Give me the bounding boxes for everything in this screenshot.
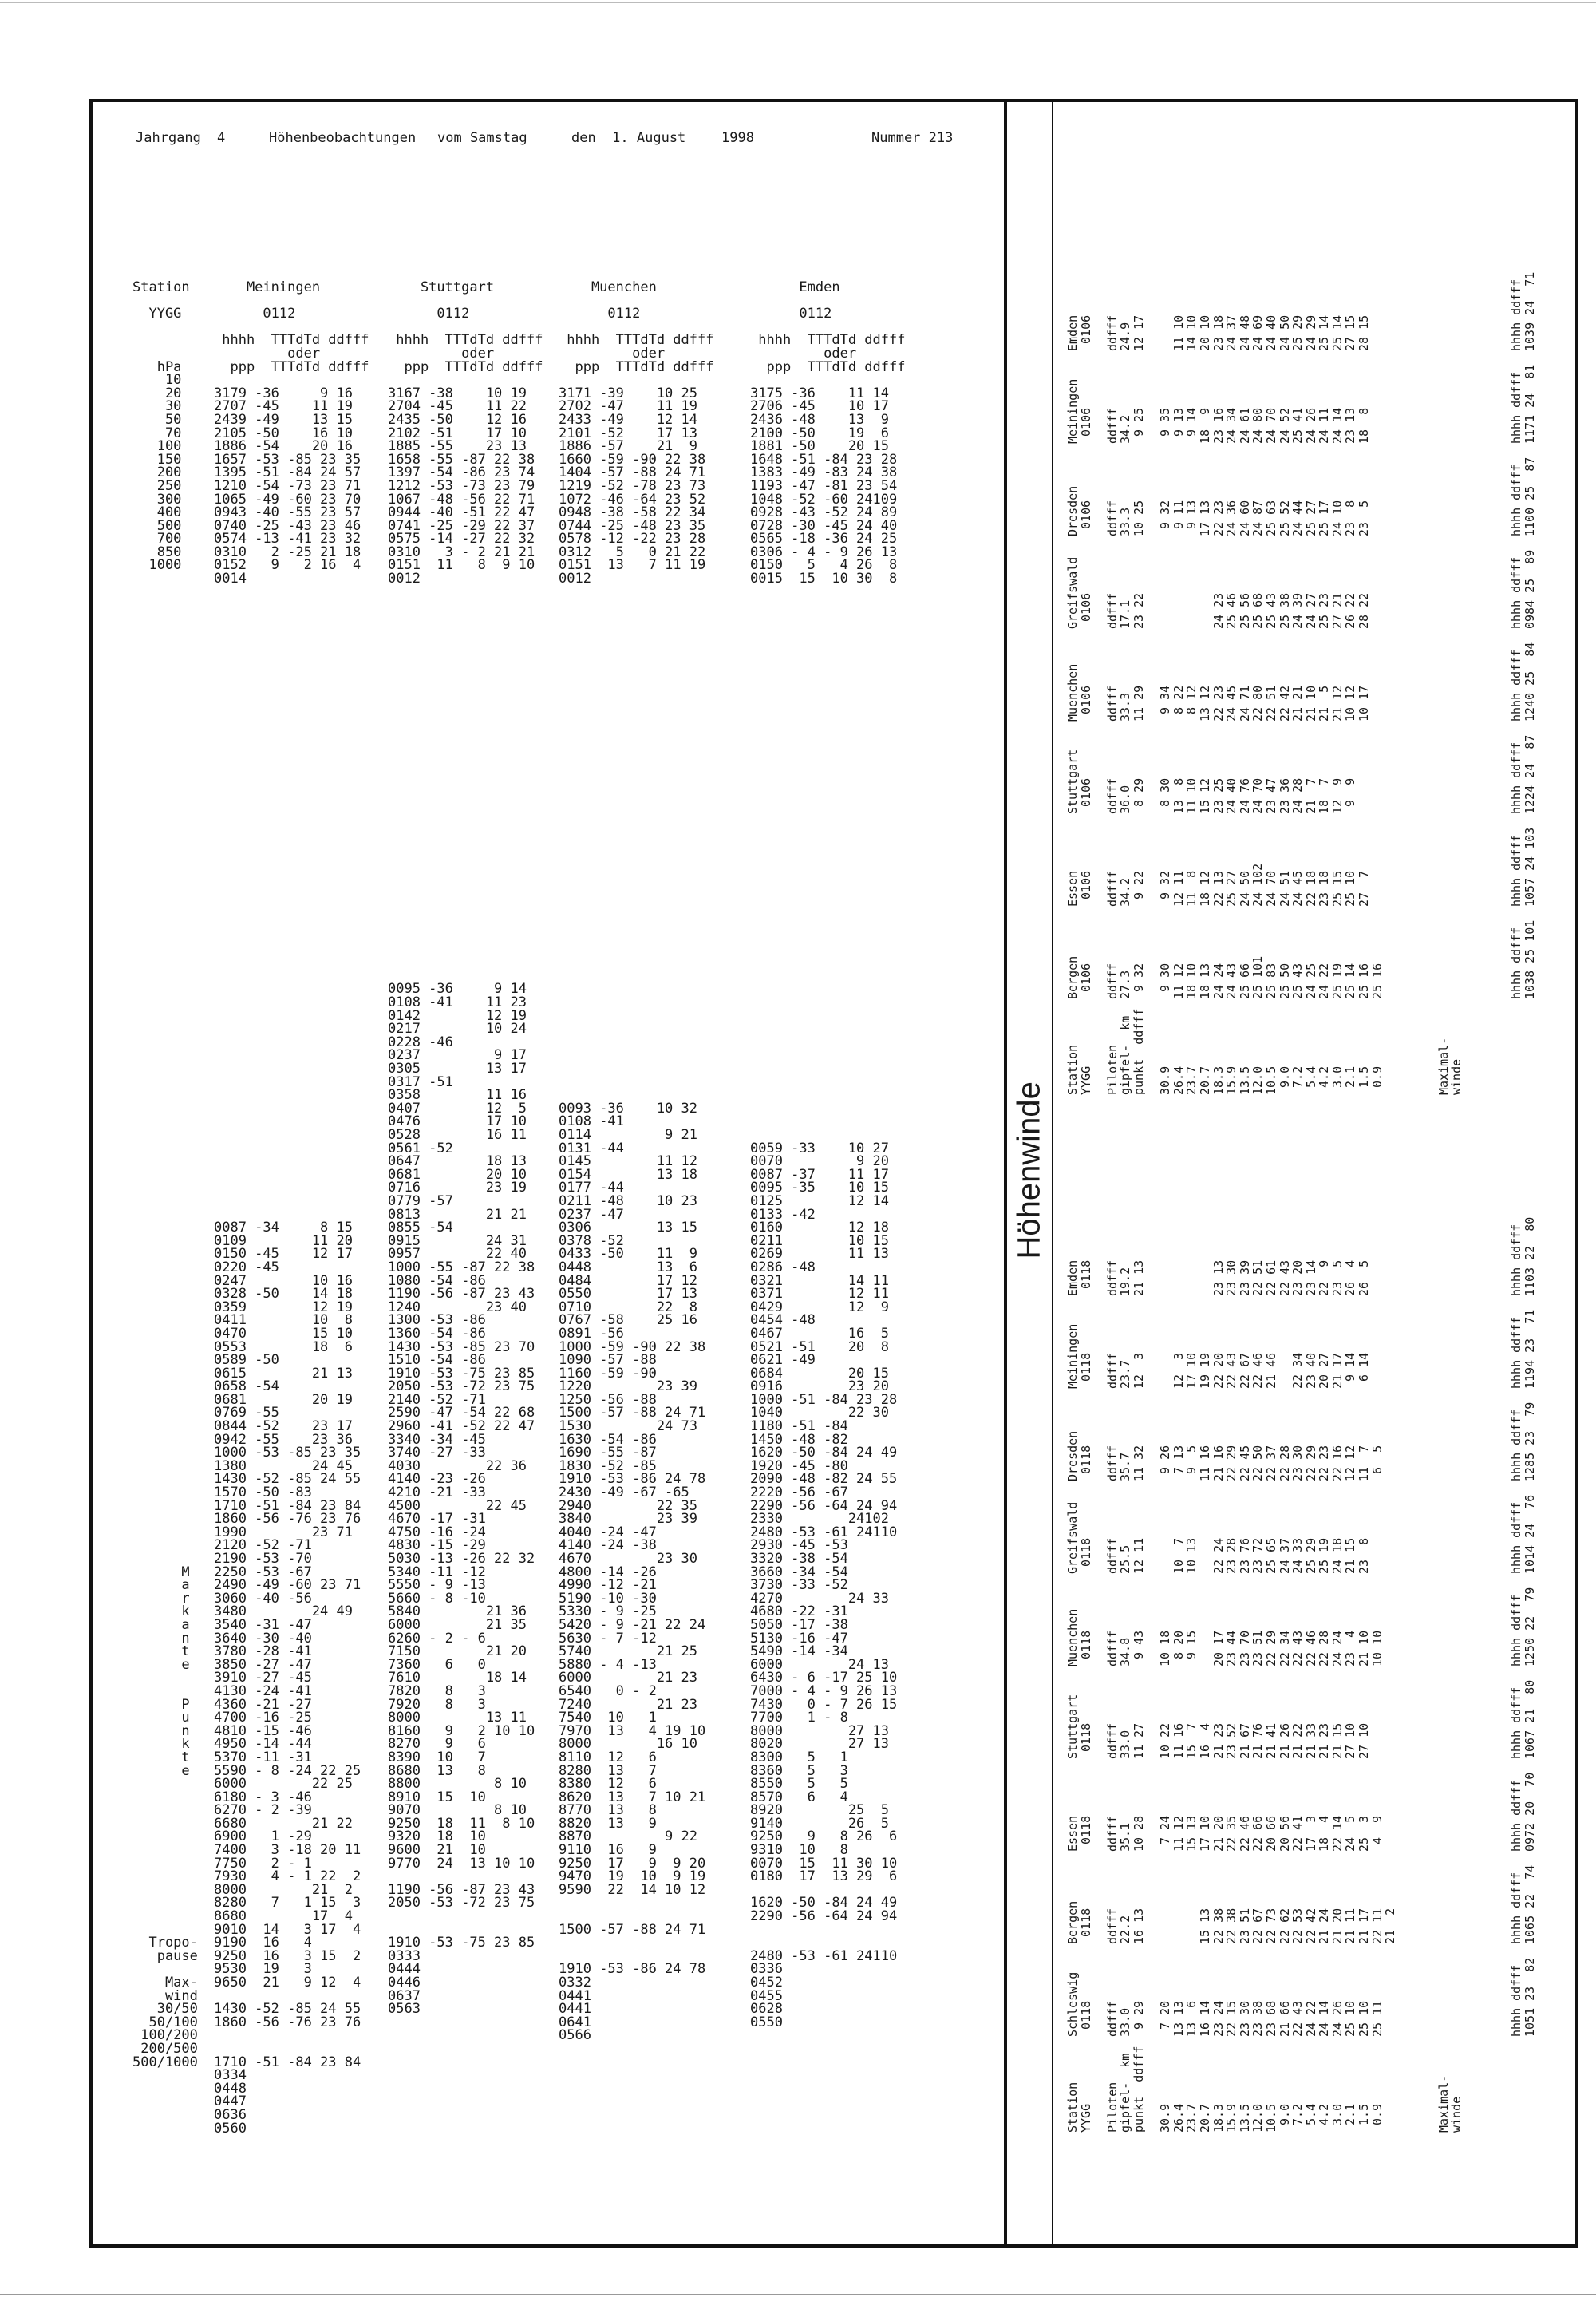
- wind-station-name: Meiningen 0118: [1065, 1323, 1093, 1389]
- wind-station-stuttgart: [1065, 734, 1537, 814]
- wind-station-name: Dresden 0118: [1065, 1430, 1093, 1481]
- wind-station-name: Muenchen 0118: [1065, 1608, 1093, 1666]
- wind-table-0118: [1061, 1143, 1556, 2141]
- wind-station-max: hhhh ddfff 1194 23 71: [1509, 1309, 1537, 1389]
- wind-station-values: ddfff 33.0 9 29 7 20 13 13 13 6 16 14 23 24 22 15 23 30 23 38 23 68 21 66 22 43 24 22 24 14 24 26 25 10 25 10 25 11: [1104, 2000, 1385, 2037]
- wind-station-name: Bergen 0118: [1065, 1900, 1093, 1944]
- date-year: 1998: [721, 130, 754, 146]
- wind-station-values: ddfff 24.9 12 17 11 10 14 10 20 10 23 18 24 37 24 48 24 69 24 40 24 50 25 29 24 29 25 14 25 14 27 15 28 15: [1104, 314, 1372, 351]
- wind-station-greifswald: [1065, 1494, 1537, 1574]
- wind-station-max: hhhh ddfff 1067 21 80: [1509, 1679, 1537, 1759]
- station-stuttgart-column: Stuttgart 0112 hhhh TTTdTd ddfff oder ppp TTTdTd ddfff 3167 -38 10 19 2704 -45 11 22 2435 -50 12 16 2102 -51 17 10 1885 -55 23 13 1658 -55 -87 22 38 1397 -54 -86 23 74 1212 -53 -73 23 79 1067 -48 -56 22 71 0944 -40 -51 22 47 0741 -25 -29 22 37 0575 -14 -27 22 32 0310 3 - 2 21 21 0151 11 8 9 10 0012 0095 -36 9 14 0108 -41 11 23 0142 12 19 0217 10 24 0228 -46 0237 9 17 0305 13 17 0317 -51 0358 11 16 0407 12 5 0476 17 10 0528 16 11 0561 -52 0647 18 13 0681 20 10 0716 23 19 0779 -57 0813 21 21 0855 -54 0915 24 31 0957 22 40 1000 -55 -87 22 38 1080 -54 -86 1190 -56 -87 23 43 1240 23 40 1300 -53 -86 1360 -54 -86 1430 -53 -85 23 70 1510 -54 -86 1910 -53 -75 23 85 2050 -53 -72 23 75 2140 -52 -71 2590 -47 -54 22 68 2960 -41 -52 22 47 3340 -34 -45 3740 -27 -33 4030 22 36 4140 -23 -26 4210 -21 -33 4500 22 45 4670 -17 -31 4750 -16 -24 4830 -15 -29 5030 -13 -26 22 32 5340 -11 -12 5550 - 9 -13 5660 - 8 -10 5840 21 36 6000 21 35 6260 - 2 - 6 7150 21 20 7360 6 0 7610 18 14 7820 8 3 7920 8 3 8000 13 11 8160 9 2 10 10 8270 9 6 8390 10 7 8680 13 8 8800 8 10 8910 15 10 9070 8 10 9250 18 11 8 10 9320 18 10 9600 21 10 9770 24 13 10 10 1190 -56 -87 23 43 2050 -53 -72 23 75 1910 -53 -75 23 85 0333 0444 0446 0637 0563: [388, 279, 543, 2018]
- wind-station-name: Essen 0118: [1065, 1815, 1093, 1852]
- wind-station-values: ddfff 23.7 12 3 12 3 17 10 19 19 22 20 22 43 22 67 22 46 21 46 22 34 23 40 20 27 21 17 9 14 6 14: [1104, 1352, 1372, 1389]
- wind-station-values: ddfff 35.7 11 32 9 26 7 13 9 5 11 16 21 16 22 29 22 45 22 50 22 37 22 28 23 30 22 29 22 23 22 16 12 12 11 7 6 5: [1104, 1445, 1385, 1481]
- wind-station-name: Schleswig 0118: [1065, 1971, 1093, 2037]
- station-muenchen-column: Muenchen 0112 hhhh TTTdTd ddfff oder ppp TTTdTd ddfff 3171 -39 10 25 2702 -47 11 19 2433 -49 12 14 2101 -52 17 13 1886 -57 21 9 1660 -59 -90 22 38 1404 -57 -88 24 71 1219 -52 -78 23 73 1072 -46 -64 23 52 0948 -38 -58 22 34 0744 -25 -48 23 35 0578 -12 -22 23 28 0312 5 0 21 22 0151 13 7 11 19 0012 0093 -36 10 32 0108 -41 0114 9 21 0131 -44 0145 11 12 0154 13 18 0177 -44 0211 -48 10 23 0237 -47 0306 13 15 0378 -52 0433 -50 11 9 0448 13 6 0484 17 12 0550 17 13 0710 22 8 0767 -58 25 16 0891 -56 1000 -59 -90 22 38 1090 -57 -88 1160 -59 -90 1220 23 39 1250 -56 -88 1500 -57 -88 24 71 1530 24 73 1630 -54 -86 1690 -55 -87 1830 -52 -85 1910 -53 -86 24 78 2430 -49 -67 -65 2940 22 35 3840 23 39 4040 -24 -47 4140 -24 -38 4670 23 30 4800 -14 -26 4990 -12 -21 5190 -10 -30 5330 - 9 -25 5420 - 9 -21 22 24 5630 - 7 -12 5740 21 25 5880 - 4 -13 6000 21 23 6540 0 - 2 7240 21 23 7540 10 1 7970 13 4 19 10 8000 16 10 8110 12 6 8280 13 7 8380 12 6 8620 13 7 10 21 8770 13 8 8820 13 9 8870 9 22 9110 16 9 9250 17 9 9 20 9470 19 10 9 19 9590 22 14 10 12 1500 -57 -88 24 71 1910 -53 -86 24 78 0332 0441 0441 0641 0566: [559, 279, 714, 2044]
- wind-station-bergen: [1065, 919, 1537, 999]
- wind-station-name: Greifswald 0118: [1065, 1501, 1093, 1574]
- wind-station-name: Muenchen 0106: [1065, 663, 1093, 722]
- top-scan-rule: [0, 2, 1596, 3]
- document-title: Höhenbeobachtungen: [269, 130, 417, 146]
- wind-panel-rotated: [1061, 105, 1556, 2141]
- wind-labels-0106: Station YYGG Piloten gipfel- km punkt ddfff 30.9 26.4 23.7 20.7 18.3 15.9 13.5 12.0 10.5 9.0 7.2 5.4 4.2 3.0 2.1 1.5 0.9 Maximal- winde: [1065, 1008, 1464, 1095]
- row-labels-column: Station YYGG hPa 10 20 30 50 70 100 150 200 250 300 400 500 700 850 1000 M a r k a n t e P u n k t e Tropo- pause Max- wind 30/50 50/100 100/200 200/500 500/1000: [132, 279, 198, 2070]
- wind-station-name: Emden 0106: [1065, 314, 1093, 351]
- wind-station-max: hhhh ddfff 1285 23 79: [1509, 1402, 1537, 1481]
- wind-station-max: hhhh ddfff 1240 25 84: [1509, 642, 1537, 722]
- wind-station-greifswald: [1065, 549, 1537, 629]
- wind-station-name: Meiningen 0106: [1065, 378, 1093, 444]
- wind-station-max: hhhh ddfff 0972 20 70: [1509, 1772, 1537, 1852]
- wind-station-values: ddfff 19.2 21 13 23 13 23 30 23 39 22 51 22 61 22 43 23 20 23 14 22 9 23 5 26 4 26 5: [1104, 1259, 1372, 1296]
- wind-station-values: ddfff 34.2 9 25 9 35 9 13 9 14 18 9 23 16 24 34 24 61 24 80 24 70 24 52 25 41 24 26 24 11 24 14 23 13 18 8: [1104, 407, 1372, 444]
- wind-station-schleswig: [1065, 1957, 1537, 2037]
- wind-station-name: Bergen 0106: [1065, 955, 1093, 999]
- wind-station-values: ddfff 34.8 9 43 10 18 8 20 9 15 20 17 23 44 23 70 23 51 22 29 22 34 22 43 22 46 22 28 24 24 23 4 21 10 10 10: [1104, 1630, 1385, 1666]
- wind-station-values: ddfff 36.0 8 29 8 30 13 8 11 10 15 12 23 25 24 40 24 76 24 70 23 47 23 36 24 28 21 7 18 7 12 9 9 9: [1104, 777, 1358, 814]
- wind-station-values: ddfff 27.3 9 32 9 30 11 12 18 10 18 13 24 24 24 43 25 66 25 101 25 83 25 50 25 43 24 25 24 22 25 19 25 14 25 16 25 16: [1104, 955, 1385, 999]
- wind-station-name: Dresden 0106: [1065, 485, 1093, 536]
- wind-station-max: hhhh ddfff 1171 24 81: [1509, 364, 1537, 444]
- wind-station-dresden: [1065, 1402, 1537, 1481]
- wind-station-max: hhhh ddfff 1224 24 87: [1509, 734, 1537, 814]
- wind-station-values: ddfff 25.5 12 11 10 7 10 13 22 24 23 28 23 76 23 72 25 65 24 37 24 33 25 29 25 19 24 18 21 15 23 8: [1104, 1537, 1372, 1574]
- wind-station-values: ddfff 33.0 11 27 10 22 11 16 15 7 16 4 21 23 23 52 21 67 21 76 21 41 21 26 21 22 21 33 21 23 21 15 27 10 27 10: [1104, 1722, 1372, 1759]
- wind-station-name: Greifswald 0106: [1065, 556, 1093, 629]
- station-emden-column: Emden 0112 hhhh TTTdTd ddfff oder ppp TTTdTd ddfff 3175 -36 11 14 2706 -45 10 17 2436 -48 13 9 2100 -50 19 6 1881 -50 20 15 1648 -51 -84 23 28 1383 -49 -83 24 38 1193 -47 -81 23 54 1048 -52 -60 24109 0928 -43 -52 24 89 0728 -30 -45 24 40 0565 -18 -36 24 25 0306 - 4 - 9 26 13 0150 5 4 26 8 0015 15 10 30 8 0059 -33 10 27 0070 9 20 0087 -37 11 17 0095 -35 10 15 0125 12 14 0133 -42 0160 12 18 0211 10 15 0269 11 13 0286 -48 0321 14 11 0371 12 11 0429 12 9 0454 -48 0467 16 5 0521 -51 20 8 0621 -49 0684 20 15 0916 23 20 1000 -51 -84 23 28 1040 22 30 1180 -51 -84 1450 -48 -82 1620 -50 -84 24 49 1920 -45 -80 2090 -48 -82 24 55 2220 -56 -67 2290 -56 -64 24 94 2330 24102 2480 -53 -61 24110 2930 -45 -53 3320 -38 -54 3660 -34 -54 3730 -33 -52 4270 24 33 4680 -22 -31 5050 -17 -38 5130 -16 -47 5490 -14 -34 6000 24 13 6430 - 6 -17 25 10 7000 - 4 - 9 26 13 7430 0 - 7 26 15 7700 1 - 8 8000 27 13 8020 27 13 8300 5 1 8360 5 3 8550 5 5 8570 6 4 8920 25 5 9140 26 5 9250 9 8 26 6 9310 10 8 0070 15 11 30 10 0180 17 13 29 6 1620 -50 -84 24 49 2290 -56 -64 24 94 2480 -53 -61 24110 0336 0452 0455 0628 0550: [750, 279, 906, 2030]
- date-day: den 1. August: [571, 130, 686, 146]
- station-meiningen-column: Meiningen 0112 hhhh TTTdTd ddfff oder ppp TTTdTd ddfff 3179 -36 9 16 2707 -45 11 19 2439 -49 13 15 2105 -50 16 10 1886 -54 20 16 1657 -53 -85 23 35 1395 -51 -84 24 57 1210 -54 -73 23 71 1065 -49 -60 23 70 0943 -40 -55 23 57 0740 -25 -43 23 46 0574 -13 -41 23 32 0310 2 -25 21 18 0152 9 2 16 4 0014 0087 -34 8 15 0109 11 20 0150 -45 12 17 0220 -45 0247 10 16 0328 -50 14 18 0359 12 19 0411 10 8 0470 15 10 0553 18 6 0589 -50 0615 21 13 0658 -54 0681 20 19 0769 -55 0844 -52 23 17 0942 -55 23 36 1000 -53 -85 23 35 1380 24 45 1430 -52 -85 24 55 1570 -50 -83 1710 -51 -84 23 84 1860 -56 -76 23 76 1990 23 71 2120 -52 -71 2190 -53 -70 2250 -53 -67 2490 -49 -60 23 71 3060 -40 -56 3480 24 49 3540 -31 -47 3640 -30 -40 3780 -28 -41 3850 -27 -47 3910 -27 -45 4130 -24 -41 4360 -21 -27 4700 -16 -25 4810 -15 -46 4950 -14 -44 5370 -11 -31 5590 - 8 -24 22 25 6000 22 25 6180 - 3 -46 6270 - 2 -39 6680 21 22 6900 1 -29 7400 3 -18 20 11 7750 2 - 1 7930 4 - 1 22 2 8000 21 2 8280 7 1 15 3 8680 17 4 9010 14 3 17 4 9190 16 4 9250 16 3 15 2 9530 19 3 9650 21 9 12 4 1430 -52 -85 24 55 1860 -56 -76 23 76 1710 -51 -84 23 84 0334 0448 0447 0636 0560: [214, 279, 369, 2137]
- wind-station-values: ddfff 33.3 11 29 9 34 8 22 8 12 13 12 22 23 24 45 24 71 22 80 22 51 22 42 21 21 21 10 21 5 21 12 10 12 10 17: [1104, 685, 1372, 722]
- wind-station-essen: [1065, 827, 1537, 907]
- wind-station-emden: [1065, 271, 1537, 351]
- wind-station-values: ddfff 22.2 16 13 15 13 22 38 22 38 23 51 22 67 22 73 22 62 22 53 22 42 21 24 21 20 21 11 21 17 22 11 21 2: [1104, 1908, 1398, 1944]
- wind-station-name: Essen 0106: [1065, 870, 1093, 907]
- wind-station-muenchen: [1065, 1587, 1537, 1666]
- date-weekday: vom Samstag: [437, 130, 527, 146]
- wind-station-max: hhhh ddfff 1250 22 79: [1509, 1587, 1537, 1666]
- wind-station-values: ddfff 35.1 10 28 7 24 11 12 15 13 17 10 21 20 22 35 22 46 22 66 20 66 20 56 22 41 17 3 18 4 22 14 24 5 25 3 4 9: [1104, 1815, 1385, 1852]
- hoehenwinde-title: Höhenwinde: [1011, 1081, 1047, 1259]
- jahrgang-value: 4: [217, 130, 226, 146]
- wind-station-emden: [1065, 1216, 1537, 1296]
- wind-station-max: hhhh ddfff 1039 24 71: [1509, 271, 1537, 351]
- wind-station-name: Stuttgart 0106: [1065, 749, 1093, 814]
- wind-station-dresden: [1065, 457, 1537, 536]
- wind-station-values: ddfff 33.3 10 25 9 32 9 11 9 13 17 13 22 23 24 36 24 60 24 87 25 63 25 52 24 44 25 27 25 17 24 10 23 8 23 5: [1104, 500, 1372, 536]
- jahrgang-label: Jahrgang: [136, 130, 201, 146]
- wind-table-0106: [1061, 105, 1556, 1103]
- wind-station-name: Stuttgart 0118: [1065, 1694, 1093, 1759]
- wind-station-values: ddfff 34.2 9 22 9 32 12 11 11 8 18 12 22 13 25 27 24 50 24 102 24 70 24 51 24 45 22 18 23 18 25 15 25 10 27 7: [1104, 863, 1372, 907]
- wind-station-max: hhhh ddfff 1065 22 74: [1509, 1864, 1537, 1944]
- bottom-scan-rule: [0, 2294, 1596, 2295]
- wind-station-max: hhhh ddfff 0984 25 89: [1509, 549, 1537, 629]
- wind-station-max: hhhh ddfff 1014 24 76: [1509, 1494, 1537, 1574]
- wind-labels-0118: Station YYGG Piloten gipfel- km punkt ddfff 30.9 26.4 23.7 20.7 18.3 15.9 13.5 12.0 10.5 9.0 7.2 5.4 4.2 3.0 2.1 1.5 0.9 Maximal- winde: [1065, 2046, 1464, 2133]
- wind-station-bergen: [1065, 1864, 1537, 1944]
- wind-station-essen: [1065, 1772, 1537, 1852]
- wind-station-max: hhhh ddfff 1057 24 103: [1509, 827, 1537, 907]
- wind-station-muenchen: [1065, 642, 1537, 722]
- wind-station-meiningen: [1065, 1309, 1537, 1389]
- wind-station-max: hhhh ddfff 1103 22 80: [1509, 1216, 1537, 1296]
- wind-station-values: ddfff 17.1 23 22 24 23 25 46 25 56 25 68 25 43 25 38 24 39 24 27 25 23 27 21 26 22 28 22: [1104, 592, 1372, 629]
- wind-station-name: Emden 0118: [1065, 1259, 1093, 1296]
- wind-station-max: hhhh ddfff 1100 25 87: [1509, 457, 1537, 536]
- wind-station-max: hhhh ddfff 1038 25 101: [1509, 919, 1537, 999]
- wind-station-stuttgart: [1065, 1679, 1537, 1759]
- wind-station-meiningen: [1065, 364, 1537, 444]
- wind-station-max: hhhh ddfff 1051 23 82: [1509, 1957, 1537, 2037]
- issue-number: Nummer 213: [871, 130, 954, 146]
